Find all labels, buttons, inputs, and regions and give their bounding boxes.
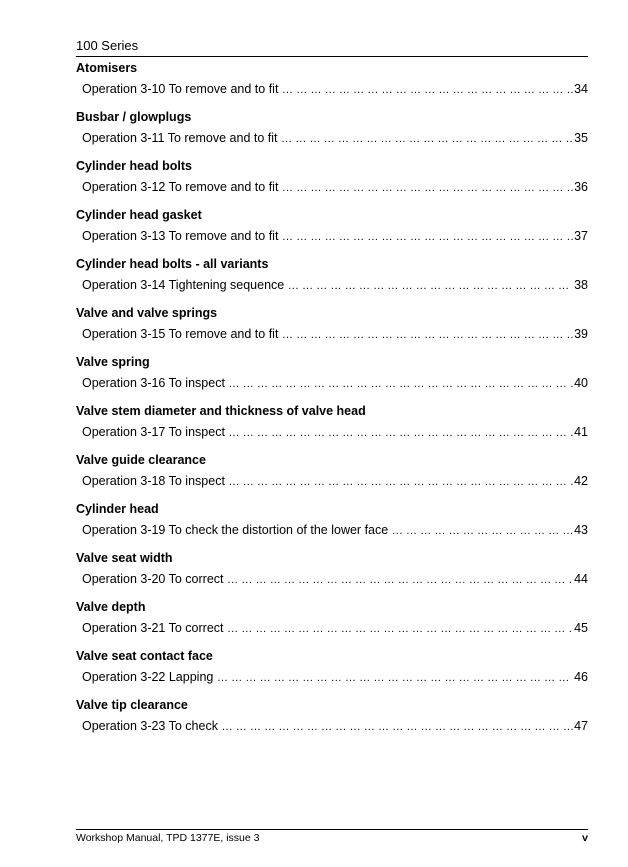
dot-leader [282,229,573,245]
dot-leader [392,523,573,539]
entry-text: Operation 3-14 Tightening sequence [82,278,285,292]
toc-entry[interactable] [82,718,588,734]
page-number: 47 [574,719,588,733]
toc-section [76,304,588,353]
entry-text: Operation 3-16 To inspect [82,376,225,390]
section-title: Cylinder head gasket [76,208,202,222]
section-title: Valve tip clearance [76,698,188,712]
page-number: 36 [574,180,588,194]
toc-entry[interactable] [82,326,588,342]
dot-leader [229,425,573,441]
dot-leader [282,82,573,98]
entry-text: Operation 3-12 To remove and to fit [82,180,279,194]
dot-leader [229,474,573,490]
entry-text: Operation 3-18 To inspect [82,474,225,488]
entry-text: Operation 3-11 To remove and to fit [82,131,278,145]
page-number: 45 [574,621,588,635]
section-title: Valve depth [76,600,146,614]
entry-text: Operation 3-20 To correct [82,572,224,586]
page-number: 37 [574,229,588,243]
toc-entry[interactable] [82,424,588,440]
dot-leader [288,278,573,294]
toc-section [76,206,588,255]
toc-section [76,500,588,549]
toc-section [76,696,588,745]
toc-entry[interactable] [82,375,588,391]
entry-text: Operation 3-21 To correct [82,621,224,635]
dot-leader [222,719,573,735]
entry-text: Operation 3-13 To remove and to fit [82,229,279,243]
page-number: 43 [574,523,588,537]
footer-page-number: v [582,832,588,844]
section-title: Valve stem diameter and thickness of valve head [76,404,366,418]
page-header [76,36,588,57]
toc-entry[interactable] [82,277,588,293]
section-title: Valve guide clearance [76,453,206,467]
dot-leader [229,376,573,392]
page-number: 35 [574,131,588,145]
entry-text: Operation 3-10 To remove and to fit [82,82,279,96]
dot-leader [282,180,573,196]
dot-leader [217,670,573,686]
section-title: Valve spring [76,355,150,369]
toc-entry[interactable] [82,130,588,146]
toc-section [76,402,588,451]
section-title: Cylinder head bolts - all variants [76,257,269,271]
dot-leader [228,621,574,637]
section-title: Valve and valve springs [76,306,218,320]
toc-entry[interactable] [82,179,588,195]
section-title: Busbar / glowplugs [76,110,192,124]
dot-leader [282,327,573,343]
entry-text: Operation 3-22 Lapping [82,670,214,684]
page-footer [76,829,588,848]
toc-section [76,255,588,304]
toc-section [76,647,588,696]
toc-entry[interactable] [82,620,588,636]
table-of-contents [76,59,588,745]
entry-text: Operation 3-19 To check the distortion of the lower face [82,523,389,537]
entry-text: Operation 3-15 To remove and to fit [82,327,279,341]
toc-entry[interactable] [82,473,588,489]
toc-entry[interactable] [82,669,588,685]
page-number: 42 [574,474,588,488]
toc-section [76,353,588,402]
toc-entry[interactable] [82,522,588,538]
toc-section [76,59,588,108]
page-number: 34 [574,82,588,96]
page-number: 40 [574,376,588,390]
entry-text: Operation 3-23 To check [82,719,218,733]
section-title: Atomisers [76,61,138,75]
toc-entry[interactable] [82,228,588,244]
dot-leader [281,131,573,147]
entry-text: Operation 3-17 To inspect [82,425,225,439]
page-number: 39 [574,327,588,341]
toc-entry[interactable] [82,81,588,97]
section-title: Valve seat width [76,551,173,565]
toc-section [76,451,588,500]
toc-section [76,157,588,206]
section-title: Valve seat contact face [76,649,213,663]
page-number: 44 [574,572,588,586]
toc-section [76,108,588,157]
toc-entry[interactable] [82,571,588,587]
header-title: 100 Series [76,38,139,53]
toc-section [76,549,588,598]
toc-section [76,598,588,647]
page-number: 41 [574,425,588,439]
page-number: 46 [574,670,588,684]
section-title: Cylinder head [76,502,159,516]
section-title: Cylinder head bolts [76,159,192,173]
page-number: 38 [574,278,588,292]
dot-leader [228,572,574,588]
footer-manual-reference: Workshop Manual, TPD 1377E, issue 3 [76,832,260,844]
